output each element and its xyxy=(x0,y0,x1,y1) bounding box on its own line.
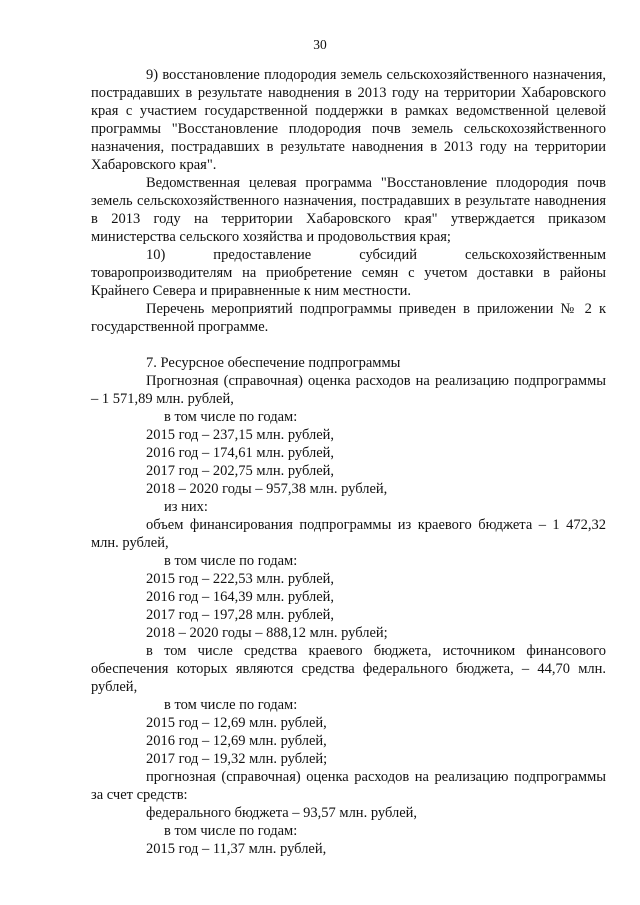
paragraph-regional-volume: объем финансирования подпрограммы из краевого бюджета – 1 472,32 млн. рублей, xyxy=(91,517,606,551)
year-line-2017-total: 2017 год – 202,75 млн. рублей, xyxy=(146,463,335,479)
paragraph-federal-source: в том числе средства краевого бюджета, источником финансового обеспечения которых являются средства федерального бюджета, – 44,70 млн. рублей, xyxy=(91,643,606,695)
year-line-2016-regional: 2016 год – 164,39 млн. рублей, xyxy=(146,589,335,605)
section-title: 7. Ресурсное обеспечение подпрограммы xyxy=(146,355,401,371)
paragraph-item-9: 9) восстановление плодородия земель сельскохозяйственного назначения, пострадавших в результате наводнения в 2013 году на территории Хабаровского края с участием государственной поддержки в рамках ведомственной целевой программы "Восстановление плодородия почв земель сельскохозяйственного назначения, пострадавших в результате наводнения в 2013 году на территории Хабаровского края". xyxy=(91,67,606,173)
paragraph-forecast-by-sources: прогнозная (справочная) оценка расходов на реализацию подпрограммы за счет средств: xyxy=(91,769,606,803)
paragraph-item-10: 10) предоставление субсидий сельскохозяйственным товаропроизводителям на приобретение семян с учетом доставки в районы Крайнего Севера и приравненные к ним местности. xyxy=(91,247,606,299)
year-line-2015-federal-source: 2015 год – 12,69 млн. рублей, xyxy=(146,715,327,731)
year-line-2017-federal-source: 2017 год – 19,32 млн. рублей; xyxy=(146,751,328,767)
year-line-2017-regional: 2017 год – 197,28 млн. рублей, xyxy=(146,607,335,623)
federal-budget-line: федерального бюджета – 93,57 млн. рублей, xyxy=(146,805,418,821)
by-years-label: в том числе по годам: xyxy=(164,697,298,713)
year-line-2015-regional: 2015 год – 222,53 млн. рублей, xyxy=(146,571,335,587)
of-them-label: из них: xyxy=(164,499,208,515)
paragraph-total-estimate: Прогнозная (справочная) оценка расходов на реализацию подпрограммы – 1 571,89 млн. рублей, xyxy=(91,373,606,407)
paragraph-departmental-program: Ведомственная целевая программа "Восстановление плодородия почв земель сельскохозяйственного назначения, пострадавших в результате наводнения в 2013 году на территории Хабаровского края" утверждается приказом министерства сельского хозяйства и продовольствия края; xyxy=(91,175,606,245)
year-line-2015-federal: 2015 год – 11,37 млн. рублей, xyxy=(146,841,327,857)
year-line-2016-total: 2016 год – 174,61 млн. рублей, xyxy=(146,445,335,461)
by-years-label: в том числе по годам: xyxy=(164,409,298,425)
year-line-2015-total: 2015 год – 237,15 млн. рублей, xyxy=(146,427,335,443)
year-line-2018-2020-regional: 2018 – 2020 годы – 888,12 млн. рублей; xyxy=(146,625,388,641)
by-years-label: в том числе по годам: xyxy=(164,553,298,569)
document-body xyxy=(91,66,606,858)
year-line-2016-federal-source: 2016 год – 12,69 млн. рублей, xyxy=(146,733,327,749)
by-years-label: в том числе по годам: xyxy=(164,823,298,839)
page-number: 30 xyxy=(313,37,327,52)
year-line-2018-2020-total: 2018 – 2020 годы – 957,38 млн. рублей, xyxy=(146,481,388,497)
paragraph-list-reference: Перечень мероприятий подпрограммы приведен в приложении № 2 к государственной программе. xyxy=(91,301,606,335)
